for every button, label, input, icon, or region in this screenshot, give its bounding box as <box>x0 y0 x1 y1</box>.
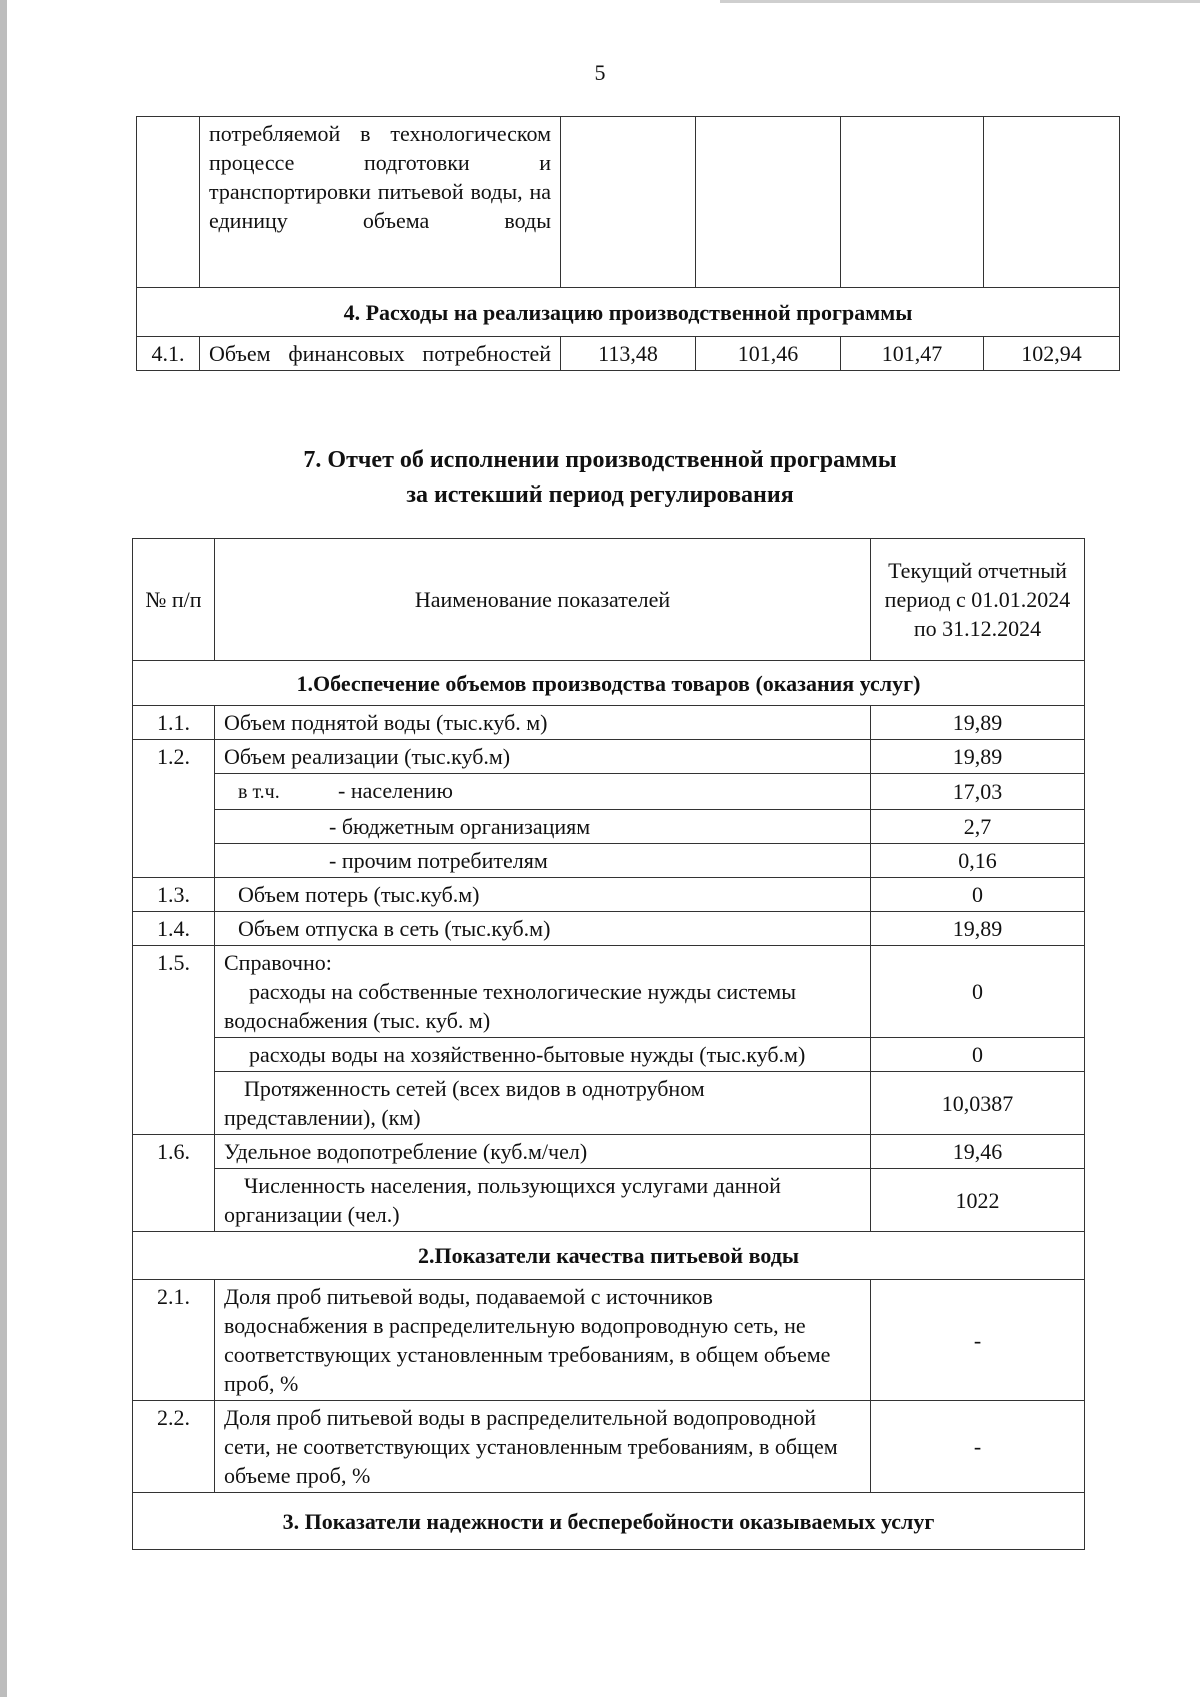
row-num: 1.6. <box>133 1135 215 1232</box>
production-program-table <box>136 116 1120 371</box>
value-cell: 0,16 <box>871 844 1085 878</box>
row-name-continued: потребляемой в технологическом процессе подготовки и транспортировки питьевой воды, на единицу объема воды <box>200 117 561 288</box>
scan-top-edge <box>720 0 1200 3</box>
value-cell: 19,46 <box>871 1135 1085 1169</box>
row-num: 2.2. <box>133 1401 215 1493</box>
row-num: 2.1. <box>133 1280 215 1401</box>
table-row <box>133 810 1085 844</box>
table-row <box>137 117 1120 288</box>
table-row <box>133 878 1085 912</box>
table-row <box>133 912 1085 946</box>
table-row <box>133 844 1085 878</box>
header-num: № п/п <box>133 539 215 661</box>
row-name: - прочим потребителям <box>215 844 871 878</box>
header-row <box>133 539 1085 661</box>
table-row <box>133 706 1085 740</box>
section-row <box>133 661 1085 706</box>
report-title-line1: 7. Отчет об исполнении производственной программы <box>303 447 897 473</box>
header-period: Текущий отчетный период с 01.01.2024 по 31.12.2024 <box>871 539 1085 661</box>
row-name-text: - населению <box>338 778 453 803</box>
row-name: Удельное водопотребление (куб.м/чел) <box>215 1135 871 1169</box>
row-name: Объем реализации (тыс.куб.м) <box>215 740 871 774</box>
table-row <box>133 774 1085 810</box>
row-name: Протяженность сетей (всех видов в однотрубном представлении), (км) <box>215 1072 871 1135</box>
value-cell: 0 <box>871 878 1085 912</box>
scan-left-edge <box>0 0 7 1697</box>
value-cell: - <box>871 1401 1085 1493</box>
section-row <box>133 1493 1085 1550</box>
row-prefix: в т.ч. <box>238 781 280 803</box>
table-row <box>133 1280 1085 1401</box>
row-label: Справочно: <box>224 950 332 975</box>
page-number: 5 <box>594 60 606 85</box>
table-row <box>133 1169 1085 1232</box>
cell-empty <box>841 117 984 288</box>
value-cell: 0 <box>871 946 1085 1038</box>
table-row <box>133 1072 1085 1135</box>
table-row <box>137 337 1120 371</box>
table-row <box>133 1401 1085 1493</box>
row-num: 1.2. <box>133 740 215 878</box>
report-title <box>0 443 1200 513</box>
row-name: - бюджетным организациям <box>215 810 871 844</box>
report-table <box>132 538 1085 1550</box>
table-row <box>133 1135 1085 1169</box>
value-cell: 2,7 <box>871 810 1085 844</box>
table-row <box>133 946 1085 1038</box>
report-title-line2: за истекший период регулирования <box>406 482 794 508</box>
cell-empty <box>984 117 1120 288</box>
section-2-title: 2.Показатели качества питьевой воды <box>133 1232 1085 1280</box>
cell-num <box>137 117 200 288</box>
cell-empty <box>561 117 696 288</box>
table-row <box>133 1038 1085 1072</box>
row-name: Доля проб питьевой воды в распределительной водопроводной сети, не соответствующих установленным требованиям, в общем объеме проб, % <box>215 1401 871 1493</box>
row-name: Численность населения, пользующихся услугами данной организации (чел.) <box>215 1169 871 1232</box>
cell-empty <box>696 117 841 288</box>
section-row <box>137 288 1120 337</box>
value-cell: - <box>871 1280 1085 1401</box>
value-cell: 101,47 <box>841 337 984 371</box>
row-num: 1.4. <box>133 912 215 946</box>
section-4-title: 4. Расходы на реализацию производственной программы <box>137 288 1120 337</box>
value-cell: 19,89 <box>871 912 1085 946</box>
value-cell: 0 <box>871 1038 1085 1072</box>
row-num: 1.3. <box>133 878 215 912</box>
row-name-text: расходы на собственные технологические нужды системы водоснабжения (тыс. куб. м) <box>224 979 796 1033</box>
section-1-title: 1.Обеспечение объемов производства товаров (оказания услуг) <box>133 661 1085 706</box>
value-cell: 101,46 <box>696 337 841 371</box>
value-cell: 102,94 <box>984 337 1120 371</box>
row-name <box>215 946 871 1038</box>
table-row <box>133 740 1085 774</box>
row-name: Доля проб питьевой воды, подаваемой с источников водоснабжения в распределительную водопроводную сеть, не соответствующих установленным требованиям, в общем объеме проб, % <box>215 1280 871 1401</box>
row-name <box>215 774 871 810</box>
value-cell: 10,0387 <box>871 1072 1085 1135</box>
value-cell: 1022 <box>871 1169 1085 1232</box>
section-row <box>133 1232 1085 1280</box>
row-name: Объем потерь (тыс.куб.м) <box>215 878 871 912</box>
value-cell: 113,48 <box>561 337 696 371</box>
value-cell: 17,03 <box>871 774 1085 810</box>
section-3-title: 3. Показатели надежности и бесперебойности оказываемых услуг <box>133 1493 1085 1550</box>
value-cell: 19,89 <box>871 706 1085 740</box>
value-cell: 19,89 <box>871 740 1085 774</box>
row-num: 1.1. <box>133 706 215 740</box>
row-name: расходы воды на хозяйственно-бытовые нужды (тыс.куб.м) <box>215 1038 871 1072</box>
row-name: Объем поднятой воды (тыс.куб. м) <box>215 706 871 740</box>
header-name: Наименование показателей <box>215 539 871 661</box>
row-name: Объем финансовых потребностей <box>200 337 561 371</box>
row-num: 1.5. <box>133 946 215 1135</box>
row-num: 4.1. <box>137 337 200 371</box>
row-name: Объем отпуска в сеть (тыс.куб.м) <box>215 912 871 946</box>
